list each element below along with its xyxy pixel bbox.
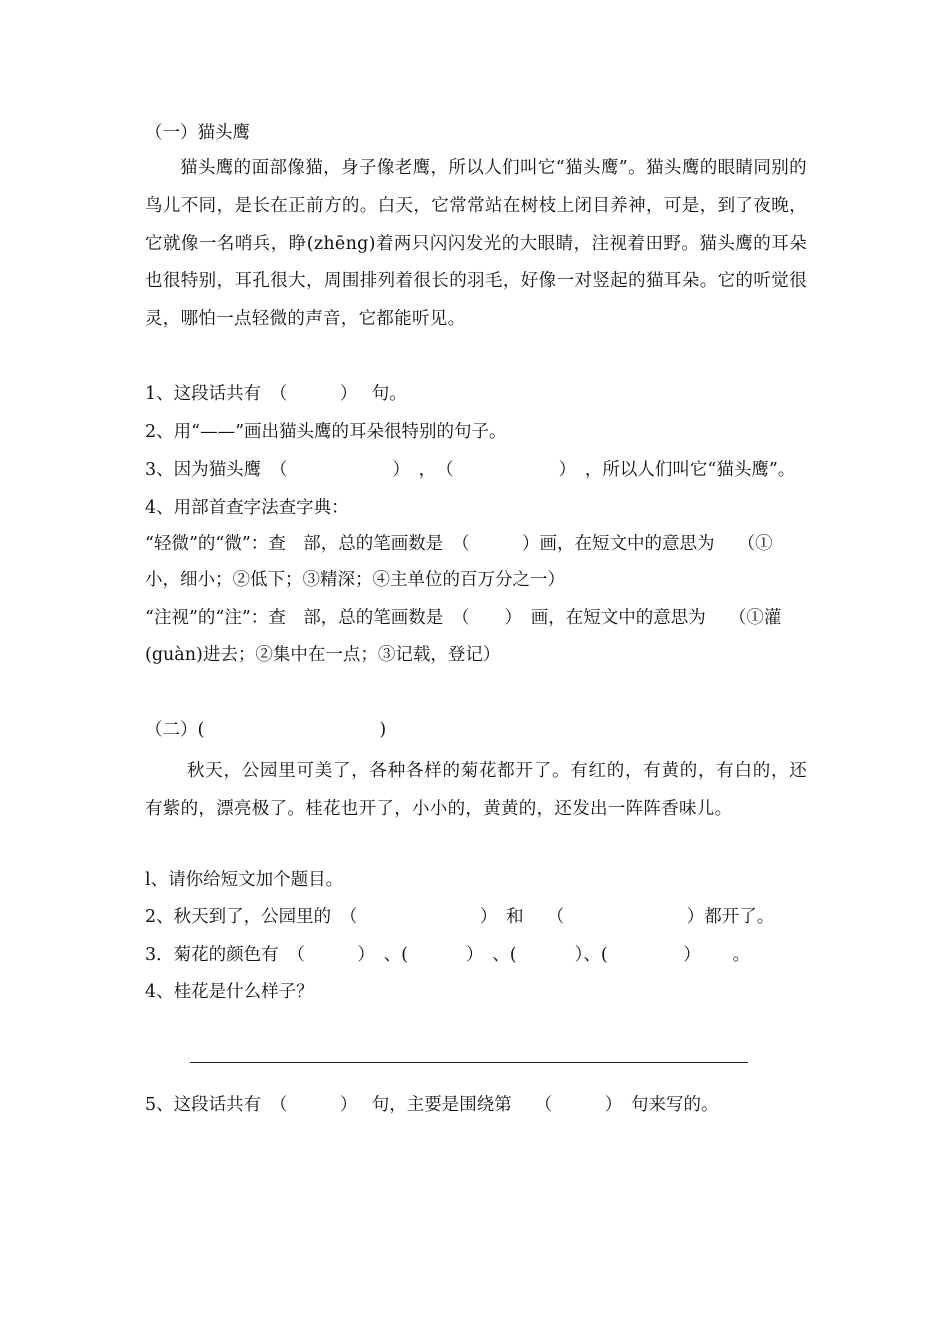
section-1-passage: 猫头鹰的面部像猫，身子像老鹰，所以人们叫它“猫头鹰”。猫头鹰的眼睛同别的鸟儿不同，是长在正前方的。白天，它常常站在树枝上闭目养神，可是，到了夜晚，它就像一名哨兵，睁(zhēng)着两只闪闪发光的大眼睛，注视着田野。猫头鹰的耳朵也很特别，耳孔很大，周围排列着很长的羽毛，好像一对竖起的猫耳朵。它的听觉很灵，哪怕一点轻微的声音，它都能听见。 [145, 158, 807, 330]
section-1-question-2: 2、用“——”画出猫头鹰的耳朵很特别的句子。 [145, 422, 507, 442]
section-2-title: （二）( ) [145, 720, 387, 740]
section-2-question-2: 2、秋天到了，公园里的 （ ） 和 （ ）都开了。 [145, 907, 775, 927]
section-1-question-4a-line-1: “轻微”的“微”：查 部，总的笔画数是 （ ）画，在短文中的意思为 （① [145, 534, 773, 554]
section-2-question-5: 5、这段话共有 （ ） 句，主要是围绕第 （ ） 句来写的。 [145, 1095, 719, 1115]
section-1-question-3: 3、因为猫头鹰 （ ） ， （ ） ，所以人们叫它“猫头鹰”。 [145, 460, 796, 480]
section-2-question-4: 4、桂花是什么样子？ [145, 982, 314, 1002]
section-2-question-3: 3．菊花的颜色有 （ ） 、( ） 、( ）、( ） 。 [145, 945, 751, 965]
section-2-passage: 秋天，公园里可美了，各种各样的菊花都开了。有红的，有黄的，有白的，还有紫的，漂亮极了。桂花也开了，小小的，黄黄的，还发出一阵阵香味儿。 [145, 761, 807, 819]
section-1-question-4: 4、用部首查字法查字典： [145, 498, 349, 518]
section-1-question-1: 1、这段话共有 （ ） 句。 [145, 384, 407, 404]
answer-line [190, 1062, 748, 1063]
section-2-question-1: l、请你给短文加个题目。 [145, 870, 344, 890]
section-1-title: （一）猫头鹰 [145, 123, 250, 143]
section-1-question-4b-line-2: (guàn)进去；②集中在一点；③记载，登记） [145, 645, 501, 665]
section-1-question-4a-line-2: 小，细小；②低下；③精深；④主单位的百万分之一） [145, 570, 565, 590]
section-1-question-4b-line-1: “注视”的“注”：查 部，总的笔画数是 （ ） 画，在短文中的意思为 （①灌 [145, 608, 782, 628]
